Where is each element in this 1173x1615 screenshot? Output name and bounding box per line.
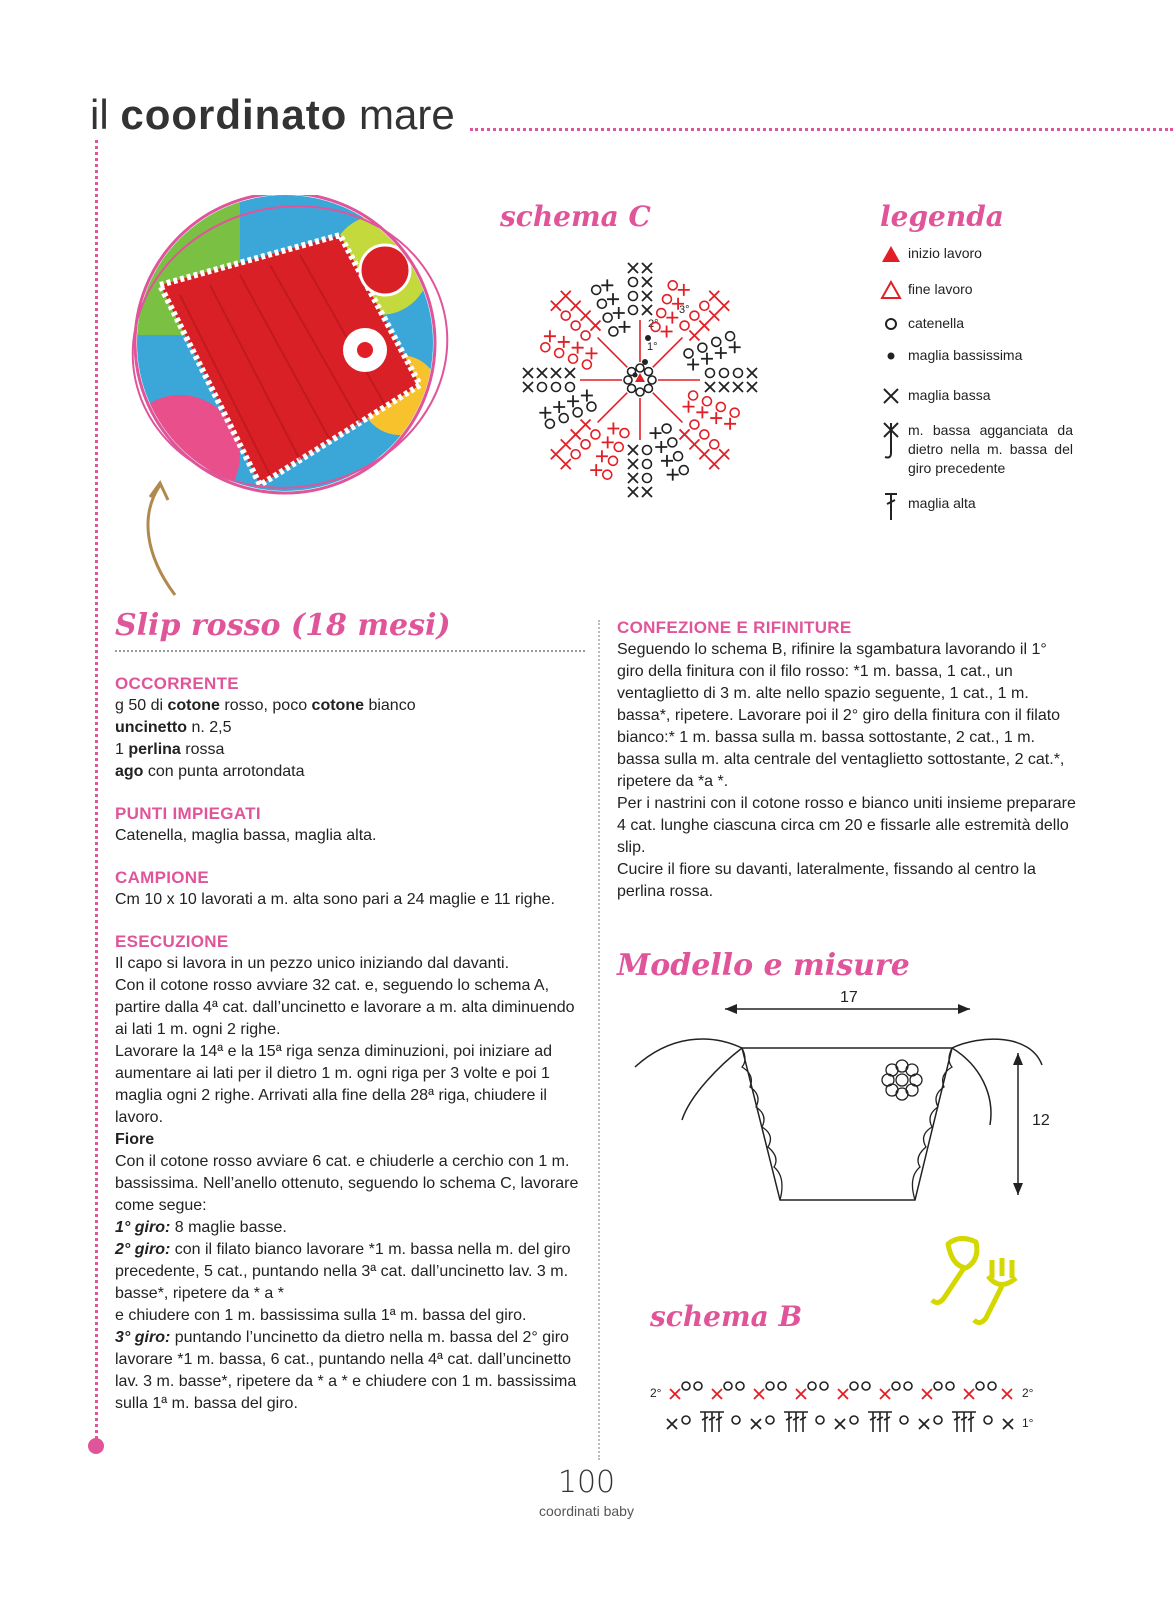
chain-stitch <box>591 430 600 439</box>
chain-stitch <box>682 1416 690 1424</box>
chain-stitch <box>587 402 596 411</box>
giro-2: 2° giro: con il filato bianco lavorare *1 m. bassa nella m. del giro precedente, 5 cat., puntando nella 3ª cat. dall’uncinetto lav. 3 m. basse*, ripetere da * a * <box>115 1241 571 1302</box>
chain-stitch <box>674 452 683 461</box>
hooked-single-crochet <box>607 293 619 305</box>
chain-stitch <box>734 369 743 378</box>
chain-stitch <box>976 1382 984 1390</box>
slip-stitch <box>645 335 651 341</box>
hooked-single-crochet <box>715 347 727 359</box>
legenda-list: inizio lavoro fine lavoro catenella maglia bassissima maglia bassa m. bassa agganciata da dietro nella m. bassa del giro precedente maglia alta <box>880 245 1170 535</box>
chain-stitch <box>571 321 580 330</box>
single-crochet <box>561 459 571 469</box>
single-crochet <box>581 420 591 430</box>
chain-stitch <box>648 376 656 384</box>
chain-stitch <box>555 349 564 358</box>
hooked-single-crochet <box>655 441 667 453</box>
hooked-single-crochet <box>601 279 613 291</box>
single-crochet <box>523 368 533 378</box>
chain-stitch <box>581 440 590 449</box>
chain-stitch <box>778 1382 786 1390</box>
schema-b-row-2-right: 2° <box>1022 1386 1034 1400</box>
hooked-single-crochet <box>613 307 625 319</box>
double-crochet-fan <box>700 1412 724 1432</box>
chain-stitch <box>624 376 632 384</box>
chain-stitch <box>700 430 709 439</box>
single-crochet <box>642 487 652 497</box>
slip-pattern-diagram <box>630 985 1080 1215</box>
chain-stitch <box>766 1382 774 1390</box>
chain-stitch <box>573 408 582 417</box>
chain-stitch <box>698 343 707 352</box>
hooked-cross-icon <box>880 419 902 463</box>
occorrente-heading: OCCORRENTE <box>115 674 239 693</box>
chain-stitch <box>900 1416 908 1424</box>
hooked-single-crochet <box>661 455 673 467</box>
single-crochet <box>628 445 638 455</box>
round-2-label: 2° <box>648 318 659 330</box>
chain-stitch <box>712 337 721 346</box>
occorrente-line-3: 1 perlina rossa <box>115 741 225 758</box>
chain-stitch <box>724 1382 732 1390</box>
single-crochet <box>964 1389 974 1399</box>
hooked-single-crochet <box>666 312 678 324</box>
rule-end-dot <box>88 1438 104 1454</box>
hooked-single-crochet <box>683 401 695 413</box>
esecuzione-heading: ESECUZIONE <box>115 932 229 951</box>
width-measure: 17 <box>840 989 858 1006</box>
single-crochet <box>709 311 719 321</box>
hooked-single-crochet <box>596 450 608 462</box>
chain-stitch <box>662 424 671 433</box>
hooked-single-crochet <box>724 418 736 430</box>
single-crochet <box>705 382 715 392</box>
dot-icon <box>880 345 902 367</box>
single-crochet <box>747 368 757 378</box>
single-crochet <box>551 449 561 459</box>
tall-stitch-icon <box>880 491 902 523</box>
chain-stitch <box>561 311 570 320</box>
chain-stitch <box>816 1416 824 1424</box>
header-bold: coordinato <box>120 91 348 138</box>
single-crochet <box>835 1419 845 1429</box>
spoke <box>598 338 628 368</box>
punti-text: Catenella, maglia bassa, maglia alta. <box>115 827 377 844</box>
slip-stitch <box>642 359 648 365</box>
chain-stitch <box>988 1382 996 1390</box>
hooked-single-crochet <box>607 423 619 435</box>
hooked-single-crochet <box>544 330 556 342</box>
chain-stitch <box>726 332 735 341</box>
single-crochet <box>919 1419 929 1429</box>
chain-stitch <box>559 414 568 423</box>
occorrente-line-2: uncinetto n. 2,5 <box>115 719 232 736</box>
single-crochet <box>628 487 638 497</box>
hooked-single-crochet <box>696 406 708 418</box>
hooked-single-crochet <box>572 342 584 354</box>
hooked-single-crochet <box>661 325 673 337</box>
chain-stitch <box>680 321 689 330</box>
chain-stitch <box>694 1382 702 1390</box>
chain-stitch <box>904 1382 912 1390</box>
hooked-single-crochet <box>581 390 593 402</box>
hooked-single-crochet <box>590 464 602 476</box>
chain-stitch <box>946 1382 954 1390</box>
chain-stitch <box>629 306 638 315</box>
chain-stitch <box>934 1416 942 1424</box>
chain-stitch <box>700 301 709 310</box>
single-crochet <box>628 263 638 273</box>
chain-stitch <box>603 313 612 322</box>
height-measure: 12 <box>1032 1112 1050 1129</box>
schema-b-row-1-right: 1° <box>1022 1416 1034 1430</box>
left-dotted-rule <box>95 140 98 1445</box>
giro-1: 1° giro: 8 maglie basse. <box>115 1219 287 1236</box>
footer-subtitle: coordinati baby <box>539 1503 634 1519</box>
single-crochet <box>719 301 729 311</box>
header-dotted-rule <box>470 128 1173 131</box>
chain-stitch <box>614 442 623 451</box>
hooked-single-crochet <box>667 469 679 481</box>
punti-heading: PUNTI IMPIEGATI <box>115 804 261 823</box>
chain-stitch <box>668 281 677 290</box>
single-crochet <box>537 368 547 378</box>
chain-stitch <box>730 408 739 417</box>
chain-stitch <box>603 470 612 479</box>
single-crochet <box>1002 1389 1012 1399</box>
schema-b-diagram <box>650 1370 1050 1450</box>
chain-stitch <box>892 1382 900 1390</box>
legenda-title: legenda <box>880 200 1004 233</box>
chain-stitch <box>552 383 561 392</box>
double-crochet-fan <box>868 1412 892 1432</box>
hooked-single-crochet <box>558 336 570 348</box>
hooked-single-crochet <box>678 284 690 296</box>
single-crochet <box>642 291 652 301</box>
chain-stitch <box>716 402 725 411</box>
chain-stitch <box>538 383 547 392</box>
single-crochet <box>551 301 561 311</box>
confezione-p1: Seguendo lo schema B, rifinire la sgambatura lavorando il 1° giro della finitura con il filo rosso: *1 m. bassa, 1 cat., un ventaglietto di 3 m. alte nello spazio seguente, 1 cat., 1 m. bassa*, ripetere. Lavorare poi il 2° giro della finitura con il filato bianco:* 1 m. bassa sulla m. bassa sottostante, 2 cat., 1 m. bassa sulla m. alta centrale del ventaglietto sottostante, 2 cat.*, ripetere da *a *. <box>617 641 1065 790</box>
schema-c-diagram <box>495 235 795 530</box>
modello-title: Modello e misure <box>617 948 910 983</box>
single-crochet <box>747 382 757 392</box>
hooked-single-crochet <box>650 427 662 439</box>
esecuzione-p3: Lavorare la 14ª e la 15ª riga senza diminuzioni, poi iniziare ad aumentare ai lati per il dietro 1 m. ogni riga per 3 volte e poi 1 maglia ogni 2 righe. Arrivati alla fine della 28ª riga, chiudere il lavoro. <box>115 1043 552 1126</box>
chain-stitch <box>690 311 699 320</box>
right-column <box>617 617 1077 903</box>
round-3-label: 3° <box>679 304 690 316</box>
single-crochet <box>628 459 638 469</box>
chain-stitch <box>862 1382 870 1390</box>
single-crochet <box>689 330 699 340</box>
chain-stitch <box>702 397 711 406</box>
chain-stitch <box>592 285 601 294</box>
chain-stitch <box>569 354 578 363</box>
single-crochet <box>523 382 533 392</box>
page-number: 100 <box>557 1465 616 1500</box>
title-underline <box>115 650 585 652</box>
single-crochet <box>667 1419 677 1429</box>
chain-stitch <box>629 278 638 287</box>
double-crochet-fan <box>784 1412 808 1432</box>
chain-stitch <box>597 299 606 308</box>
cross-icon <box>880 385 902 407</box>
hooked-single-crochet <box>618 321 630 333</box>
single-crochet <box>689 439 699 449</box>
column-divider <box>598 620 600 1460</box>
single-crochet <box>719 449 729 459</box>
page-header <box>90 90 455 140</box>
single-crochet <box>796 1389 806 1399</box>
chain-stitch <box>636 364 644 372</box>
single-crochet <box>838 1389 848 1399</box>
chain-stitch <box>766 1416 774 1424</box>
single-crochet <box>571 301 581 311</box>
chain-stitch <box>720 369 729 378</box>
left-column <box>115 673 585 1415</box>
single-crochet <box>551 368 561 378</box>
chain-stitch <box>706 369 715 378</box>
circle-icon <box>880 313 902 335</box>
single-crochet <box>680 429 690 439</box>
single-crochet <box>565 368 575 378</box>
single-crochet <box>712 1389 722 1399</box>
single-crochet <box>699 321 709 331</box>
chain-stitch <box>710 440 719 449</box>
header-pre: il <box>90 91 109 138</box>
chain-stitch <box>820 1382 828 1390</box>
chain-stitch <box>850 1382 858 1390</box>
esecuzione-p2: Con il cotone rosso avviare 32 cat. e, seguendo lo schema A, partire dalla 4ª cat. dall’uncinetto e lavorare a m. alta diminuendo ai lati 1 m. ogni 2 righe. <box>115 977 575 1038</box>
double-crochet-fan <box>952 1412 976 1432</box>
giro-3: 3° giro: puntando l’uncinetto da dietro nella m. bassa del 2° giro lavorare *1 m. bassa, 6 cat., puntando nella 4ª cat. dall’uncinetto lav. 3 m. basse*, ripetere da * a * e chiudere con 1 m. bassissima sulla 1ª m. bassa del giro. <box>115 1329 577 1412</box>
outline-triangle-icon <box>880 279 902 301</box>
chain-stitch <box>566 383 575 392</box>
chain-stitch <box>644 384 652 392</box>
chain-stitch <box>668 438 677 447</box>
single-crochet <box>709 459 719 469</box>
hooked-single-crochet <box>553 401 565 413</box>
beach-toys-illustration <box>930 1230 1040 1330</box>
chain-stitch <box>682 1382 690 1390</box>
single-crochet <box>1003 1419 1013 1429</box>
schema-b-title: schema B <box>650 1300 803 1333</box>
photo-red-crochet-slip <box>120 195 460 605</box>
chain-stitch <box>541 343 550 352</box>
single-crochet <box>670 1389 680 1399</box>
single-crochet <box>628 473 638 483</box>
single-crochet <box>571 429 581 439</box>
spoke <box>653 393 683 423</box>
chain-stitch <box>644 368 652 376</box>
schema-c-title: schema C <box>500 200 651 233</box>
chain-stitch <box>582 360 591 369</box>
single-crochet <box>561 439 571 449</box>
slip-stitch <box>633 373 638 378</box>
hooked-single-crochet <box>585 347 597 359</box>
campione-heading: CAMPIONE <box>115 868 210 887</box>
slip-title: Slip rosso (18 mesi) <box>115 608 451 643</box>
confezione-p3: Cucire il fiore su davanti, lateralmente, fissando al centro la perlina rossa. <box>617 861 1036 900</box>
campione-text: Cm 10 x 10 lavorati a m. alta sono pari a 24 maglie e 11 righe. <box>115 891 555 908</box>
chain-stitch <box>571 450 580 459</box>
esecuzione-p1: Il capo si lavora in un pezzo unico iniziando dal davanti. <box>115 955 510 972</box>
single-crochet <box>581 311 591 321</box>
fiore-heading: Fiore <box>115 1131 155 1148</box>
chain-stitch <box>643 446 652 455</box>
single-crochet <box>561 291 571 301</box>
chain-stitch <box>984 1416 992 1424</box>
chain-stitch <box>628 384 636 392</box>
chain-stitch <box>850 1416 858 1424</box>
single-crochet <box>590 321 600 331</box>
occorrente-line-4: ago con punta arrotondata <box>115 763 305 780</box>
single-crochet <box>733 382 743 392</box>
chain-stitch <box>808 1382 816 1390</box>
hooked-single-crochet <box>602 436 614 448</box>
chain-stitch <box>581 331 590 340</box>
chain-stitch <box>609 327 618 336</box>
chain-stitch <box>934 1382 942 1390</box>
chain-stitch <box>620 429 629 438</box>
chain-stitch <box>643 474 652 483</box>
filled-triangle-icon <box>880 243 902 265</box>
occorrente-line-1: g 50 di cotone rosso, poco cotone bianco <box>115 697 416 714</box>
confezione-heading: CONFEZIONE E RIFINITURE <box>617 618 852 637</box>
single-crochet <box>922 1389 932 1399</box>
hooked-single-crochet <box>710 412 722 424</box>
hooked-single-crochet <box>729 341 741 353</box>
chain-stitch <box>684 349 693 358</box>
chain-stitch <box>643 460 652 469</box>
hooked-single-crochet <box>567 395 579 407</box>
single-crochet <box>754 1389 764 1399</box>
esecuzione-p4: Con il cotone rosso avviare 6 cat. e chiuderle a cerchio con 1 m. bassissima. Nell’anello ottenuto, seguendo lo schema C, lavorare come segue: <box>115 1153 579 1214</box>
round-1-label: 1° <box>647 341 658 353</box>
chain-stitch <box>629 292 638 301</box>
spoke <box>598 393 628 423</box>
chain-stitch <box>609 456 618 465</box>
single-crochet <box>719 382 729 392</box>
chain-stitch <box>636 388 644 396</box>
chain-stitch <box>732 1416 740 1424</box>
chain-stitch <box>689 391 698 400</box>
confezione-p2: Per i nastrini con il cotone rosso e bianco uniti insieme preparare 4 cat. lunghe ciascuna circa cm 20 e fissarle alle estremità dello slip. <box>617 795 1076 856</box>
single-crochet <box>699 449 709 459</box>
esecuzione-p5: e chiudere con 1 m. bassissima sulla 1ª m. bassa del giro. <box>115 1307 527 1324</box>
schema-b-row-2-left: 2° <box>650 1386 662 1400</box>
chain-stitch <box>545 419 554 428</box>
single-crochet <box>642 277 652 287</box>
single-crochet <box>880 1389 890 1399</box>
single-crochet <box>751 1419 761 1429</box>
chain-stitch <box>657 309 666 318</box>
single-crochet <box>642 305 652 315</box>
chain-stitch <box>690 420 699 429</box>
header-post: mare <box>359 91 455 138</box>
chain-stitch <box>662 295 671 304</box>
single-crochet <box>709 291 719 301</box>
single-crochet <box>642 263 652 273</box>
hooked-single-crochet <box>687 358 699 370</box>
hooked-single-crochet <box>701 353 713 365</box>
hooked-single-crochet <box>539 407 551 419</box>
chain-stitch <box>679 466 688 475</box>
chain-stitch <box>736 1382 744 1390</box>
